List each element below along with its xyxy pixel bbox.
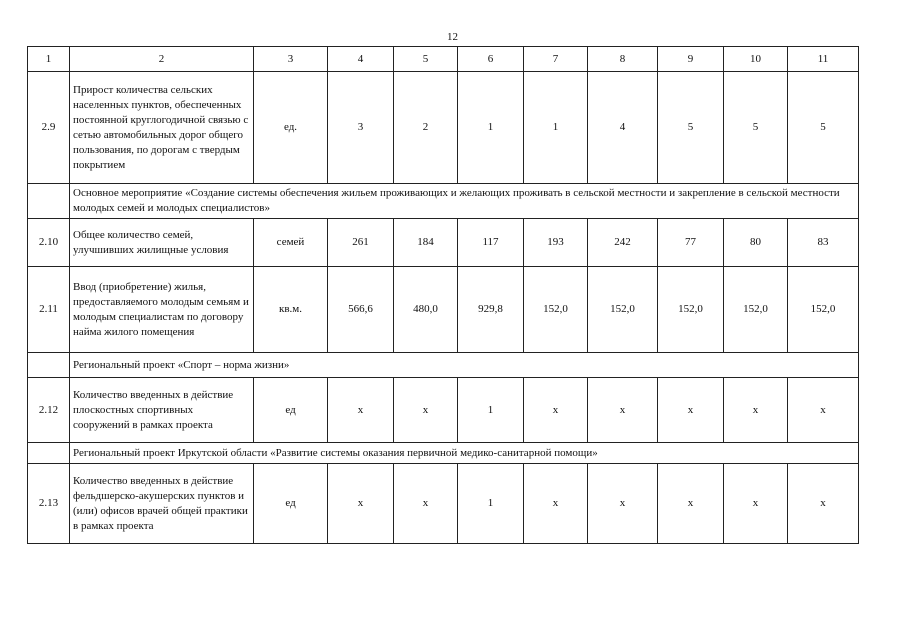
table-header-row — [28, 47, 859, 72]
row-value: 152,0 — [588, 267, 658, 353]
row-value: 152,0 — [524, 267, 588, 353]
row-description: Общее количество семей, улучшивших жилищные условия — [70, 219, 254, 267]
table-row — [28, 72, 859, 184]
row-number: 2.10 — [28, 219, 70, 267]
header-cell: 10 — [724, 47, 788, 72]
row-value: 480,0 — [394, 267, 458, 353]
row-number: 2.11 — [28, 267, 70, 353]
header-cell: 6 — [458, 47, 524, 72]
header-cell: 7 — [524, 47, 588, 72]
row-number: 2.9 — [28, 72, 70, 184]
header-cell: 4 — [328, 47, 394, 72]
header-cell: 5 — [394, 47, 458, 72]
section-row — [28, 184, 859, 219]
row-value: х — [394, 378, 458, 443]
row-value: х — [788, 378, 859, 443]
section-title: Региональный проект «Спорт – норма жизни» — [70, 353, 859, 378]
row-value: 1 — [458, 378, 524, 443]
indicators-table — [27, 46, 859, 544]
header-cell: 3 — [254, 47, 328, 72]
section-title: Основное мероприятие «Создание системы обеспечения жильем проживающих и желающих проживать в сельской местности и закрепление в сельской местности молодых семей и молодых специалистов» — [70, 184, 859, 219]
table-row — [28, 378, 859, 443]
row-value: 929,8 — [458, 267, 524, 353]
row-unit: кв.м. — [254, 267, 328, 353]
row-value: х — [588, 378, 658, 443]
row-number: 2.12 — [28, 378, 70, 443]
section-row — [28, 443, 859, 464]
row-value: 1 — [524, 72, 588, 184]
row-value: 3 — [328, 72, 394, 184]
row-value: 261 — [328, 219, 394, 267]
table-row — [28, 219, 859, 267]
row-value: х — [524, 464, 588, 544]
row-description: Прирост количества сельских населенных пунктов, обеспеченных постоянной круглогодичной связью с сетью автомобильных дорог общего пользования, по дорогам с твердым покрытием — [70, 72, 254, 184]
header-cell: 8 — [588, 47, 658, 72]
section-row — [28, 353, 859, 378]
row-value: 117 — [458, 219, 524, 267]
row-value: х — [724, 378, 788, 443]
row-unit: ед — [254, 464, 328, 544]
row-value: 4 — [588, 72, 658, 184]
row-value: 193 — [524, 219, 588, 267]
row-number: 2.13 — [28, 464, 70, 544]
row-unit: ед — [254, 378, 328, 443]
row-value: х — [524, 378, 588, 443]
table-row — [28, 267, 859, 353]
header-cell: 1 — [28, 47, 70, 72]
row-value: 152,0 — [724, 267, 788, 353]
header-cell: 2 — [70, 47, 254, 72]
row-description: Количество введенных в действие фельдшерско-акушерских пунктов и (или) офисов врачей общей практики в рамках проекта — [70, 464, 254, 544]
row-description: Количество введенных в действие плоскостных спортивных сооружений в рамках проекта — [70, 378, 254, 443]
header-cell: 11 — [788, 47, 859, 72]
row-value: 1 — [458, 72, 524, 184]
row-value: 566,6 — [328, 267, 394, 353]
row-value: 1 — [458, 464, 524, 544]
table-row — [28, 464, 859, 544]
row-value: х — [788, 464, 859, 544]
row-value: х — [658, 464, 724, 544]
row-value: 80 — [724, 219, 788, 267]
row-value: х — [328, 464, 394, 544]
row-value: х — [328, 378, 394, 443]
row-value: х — [588, 464, 658, 544]
row-value: х — [724, 464, 788, 544]
row-value: 152,0 — [788, 267, 859, 353]
page-number: 12 — [447, 31, 458, 43]
row-value: 2 — [394, 72, 458, 184]
row-description: Ввод (приобретение) жилья, предоставляемого молодым семьям и молодым специалистам по договору найма жилого помещения — [70, 267, 254, 353]
row-value: 152,0 — [658, 267, 724, 353]
row-unit: ед. — [254, 72, 328, 184]
row-value: 184 — [394, 219, 458, 267]
row-unit: семей — [254, 219, 328, 267]
section-title: Региональный проект Иркутской области «Развитие системы оказания первичной медико-санитарной помощи» — [70, 443, 859, 464]
row-value: 5 — [724, 72, 788, 184]
row-value: х — [658, 378, 724, 443]
row-value: 83 — [788, 219, 859, 267]
header-cell: 9 — [658, 47, 724, 72]
row-value: 5 — [658, 72, 724, 184]
row-value: х — [394, 464, 458, 544]
row-value: 5 — [788, 72, 859, 184]
row-value: 77 — [658, 219, 724, 267]
row-value: 242 — [588, 219, 658, 267]
